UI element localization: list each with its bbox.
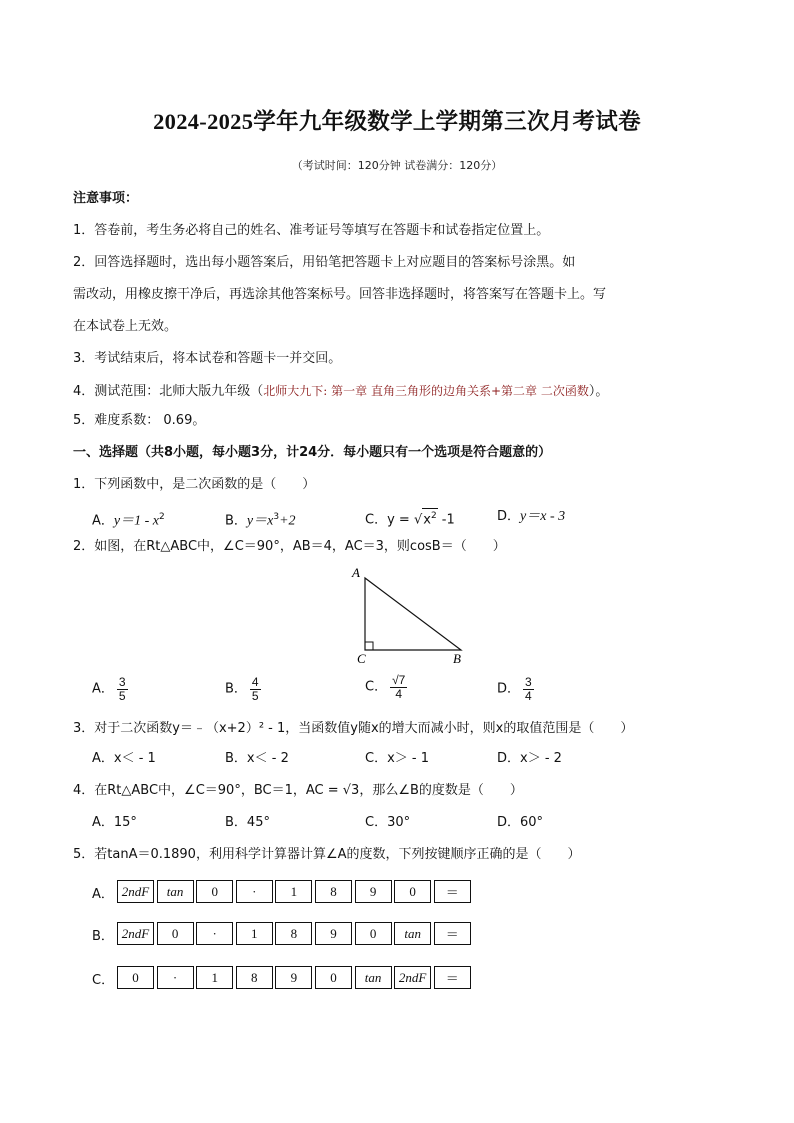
calc-key: 0: [394, 880, 431, 903]
calc-key: ·: [196, 922, 233, 945]
vertex-a-label: A: [352, 565, 360, 580]
q4-option-a: A．15°: [92, 815, 137, 830]
q3-option-c: C．x＞ - 1: [365, 751, 429, 766]
calc-key: 0: [196, 880, 233, 903]
notice-item: 2．回答选择题时，选出每小题答案后，用铅笔把答题卡上对应题目的答案标号涂黑。如: [73, 255, 576, 270]
calc-key: 9: [275, 966, 312, 989]
question-4-stem: 4．在Rt△ABC中，∠C＝90°，BC＝1，AC = √3，那么∠B的度数是（ ）: [73, 783, 523, 798]
q4-option-c: C．30°: [365, 815, 411, 830]
calc-key: 2ndF: [117, 922, 154, 945]
q1-option-c: C．$y = √x^2$ -1: [365, 508, 455, 529]
page-title: 2024-2025学年九年级数学上学期第三次月考试卷: [153, 109, 641, 134]
calc-key: ·: [157, 966, 194, 989]
notice-item-difficulty: 5．难度系数： 0.69。: [73, 413, 206, 428]
q2-option-a: A． $\frac{3}{5}$: [92, 675, 126, 703]
calc-key: 8: [236, 966, 273, 989]
notice-item: 3．考试结束后，将本试卷和答题卡一并交回。: [73, 351, 342, 366]
notice-item: 1．答卷前，考生务必将自己的姓名、准考证号等填写在答题卡和试卷指定位置上。: [73, 223, 550, 238]
vertex-b-label: B: [453, 651, 461, 666]
calc-key: 1: [196, 966, 233, 989]
question-5-stem: 5．若tanA＝0.1890，利用科学计算器计算∠A的度数，下列按键顺序正确的是（ ）: [73, 847, 581, 862]
notice-heading: 注意事项：: [73, 191, 139, 206]
calc-key: ＝: [434, 966, 471, 989]
notice-item: 需改动，用橡皮擦干净后，再选涂其他答案标号。回答非选择题时，将答案写在答题卡上。写: [73, 287, 607, 302]
q3-option-a: A．x＜ - 1: [92, 751, 156, 766]
q1-option-a: A．$y=1 - x^2$: [92, 512, 165, 529]
calc-key: 1: [236, 922, 273, 945]
q5-option-a-label: A．: [92, 887, 114, 902]
q2-option-c: C． $\frac{√7}{4}$: [365, 673, 406, 701]
q5-option-b-label: B．: [92, 929, 114, 944]
calc-key: tan: [157, 880, 194, 903]
q5-option-c-label: C．: [92, 973, 115, 988]
calc-key: 1: [275, 880, 312, 903]
notice-item-scope: 4．测试范围：北师大版九年级（北师大九下: 第一章 直角三角形的边角关系+第二章 二次函数）。: [73, 384, 609, 399]
calc-key: ·: [236, 880, 273, 903]
q3-option-b: B．x＜ - 2: [225, 751, 289, 766]
exam-info: （考试时间：120分钟 试卷满分：120分）: [291, 159, 503, 172]
calc-key: 8: [275, 922, 312, 945]
q4-option-d: D．60°: [497, 815, 544, 830]
calc-key: ＝: [434, 922, 471, 945]
calc-key: 2ndF: [394, 966, 431, 989]
q2-option-d: D． $\frac{3}{4}$: [497, 675, 532, 703]
scope-detail: 北师大九下: 第一章 直角三角形的边角关系+第二章 二次函数: [263, 384, 589, 398]
calc-key: 0: [117, 966, 154, 989]
q3-option-d: D．x＞ - 2: [497, 751, 562, 766]
notice-item: 在本试卷上无效。: [73, 319, 178, 334]
calc-key: 0: [157, 922, 194, 945]
section-heading: 一、选择题（共8小题，每小题3分，计24分．每小题只有一个选项是符合题意的）: [73, 445, 552, 460]
calc-key: tan: [355, 966, 392, 989]
calc-key: 8: [315, 880, 352, 903]
calc-key: 0: [315, 966, 352, 989]
calc-key: 2ndF: [117, 880, 154, 903]
q1-option-b: B．$y=x^3+2$: [225, 512, 296, 529]
right-triangle-figure: [345, 563, 475, 668]
vertex-c-label: C: [357, 651, 366, 666]
q1-option-d: D．y＝x - 3: [497, 509, 566, 524]
calc-key: ＝: [434, 880, 471, 903]
question-2-stem: 2．如图，在Rt△ABC中，∠C＝90°，AB＝4，AC＝3，则cosB＝（ ）: [73, 539, 506, 554]
q5-option-b-keys: [117, 922, 473, 945]
calc-key: 9: [315, 922, 352, 945]
calc-key: 9: [355, 880, 392, 903]
q5-option-c-keys: [117, 966, 473, 989]
question-1-stem: 1．下列函数中，是二次函数的是（ ）: [73, 477, 316, 492]
q2-option-b: B． $\frac{4}{5}$: [225, 675, 259, 703]
calc-key: 0: [355, 922, 392, 945]
q4-option-b: B．45°: [225, 815, 270, 830]
q5-option-a-keys: [117, 880, 473, 903]
calc-key: tan: [394, 922, 431, 945]
question-3-stem: 3．对于二次函数y＝﹣（x+2）² - 1，当函数值y随x的增大而减小时，则x的取值范围是（ ）: [73, 721, 634, 736]
